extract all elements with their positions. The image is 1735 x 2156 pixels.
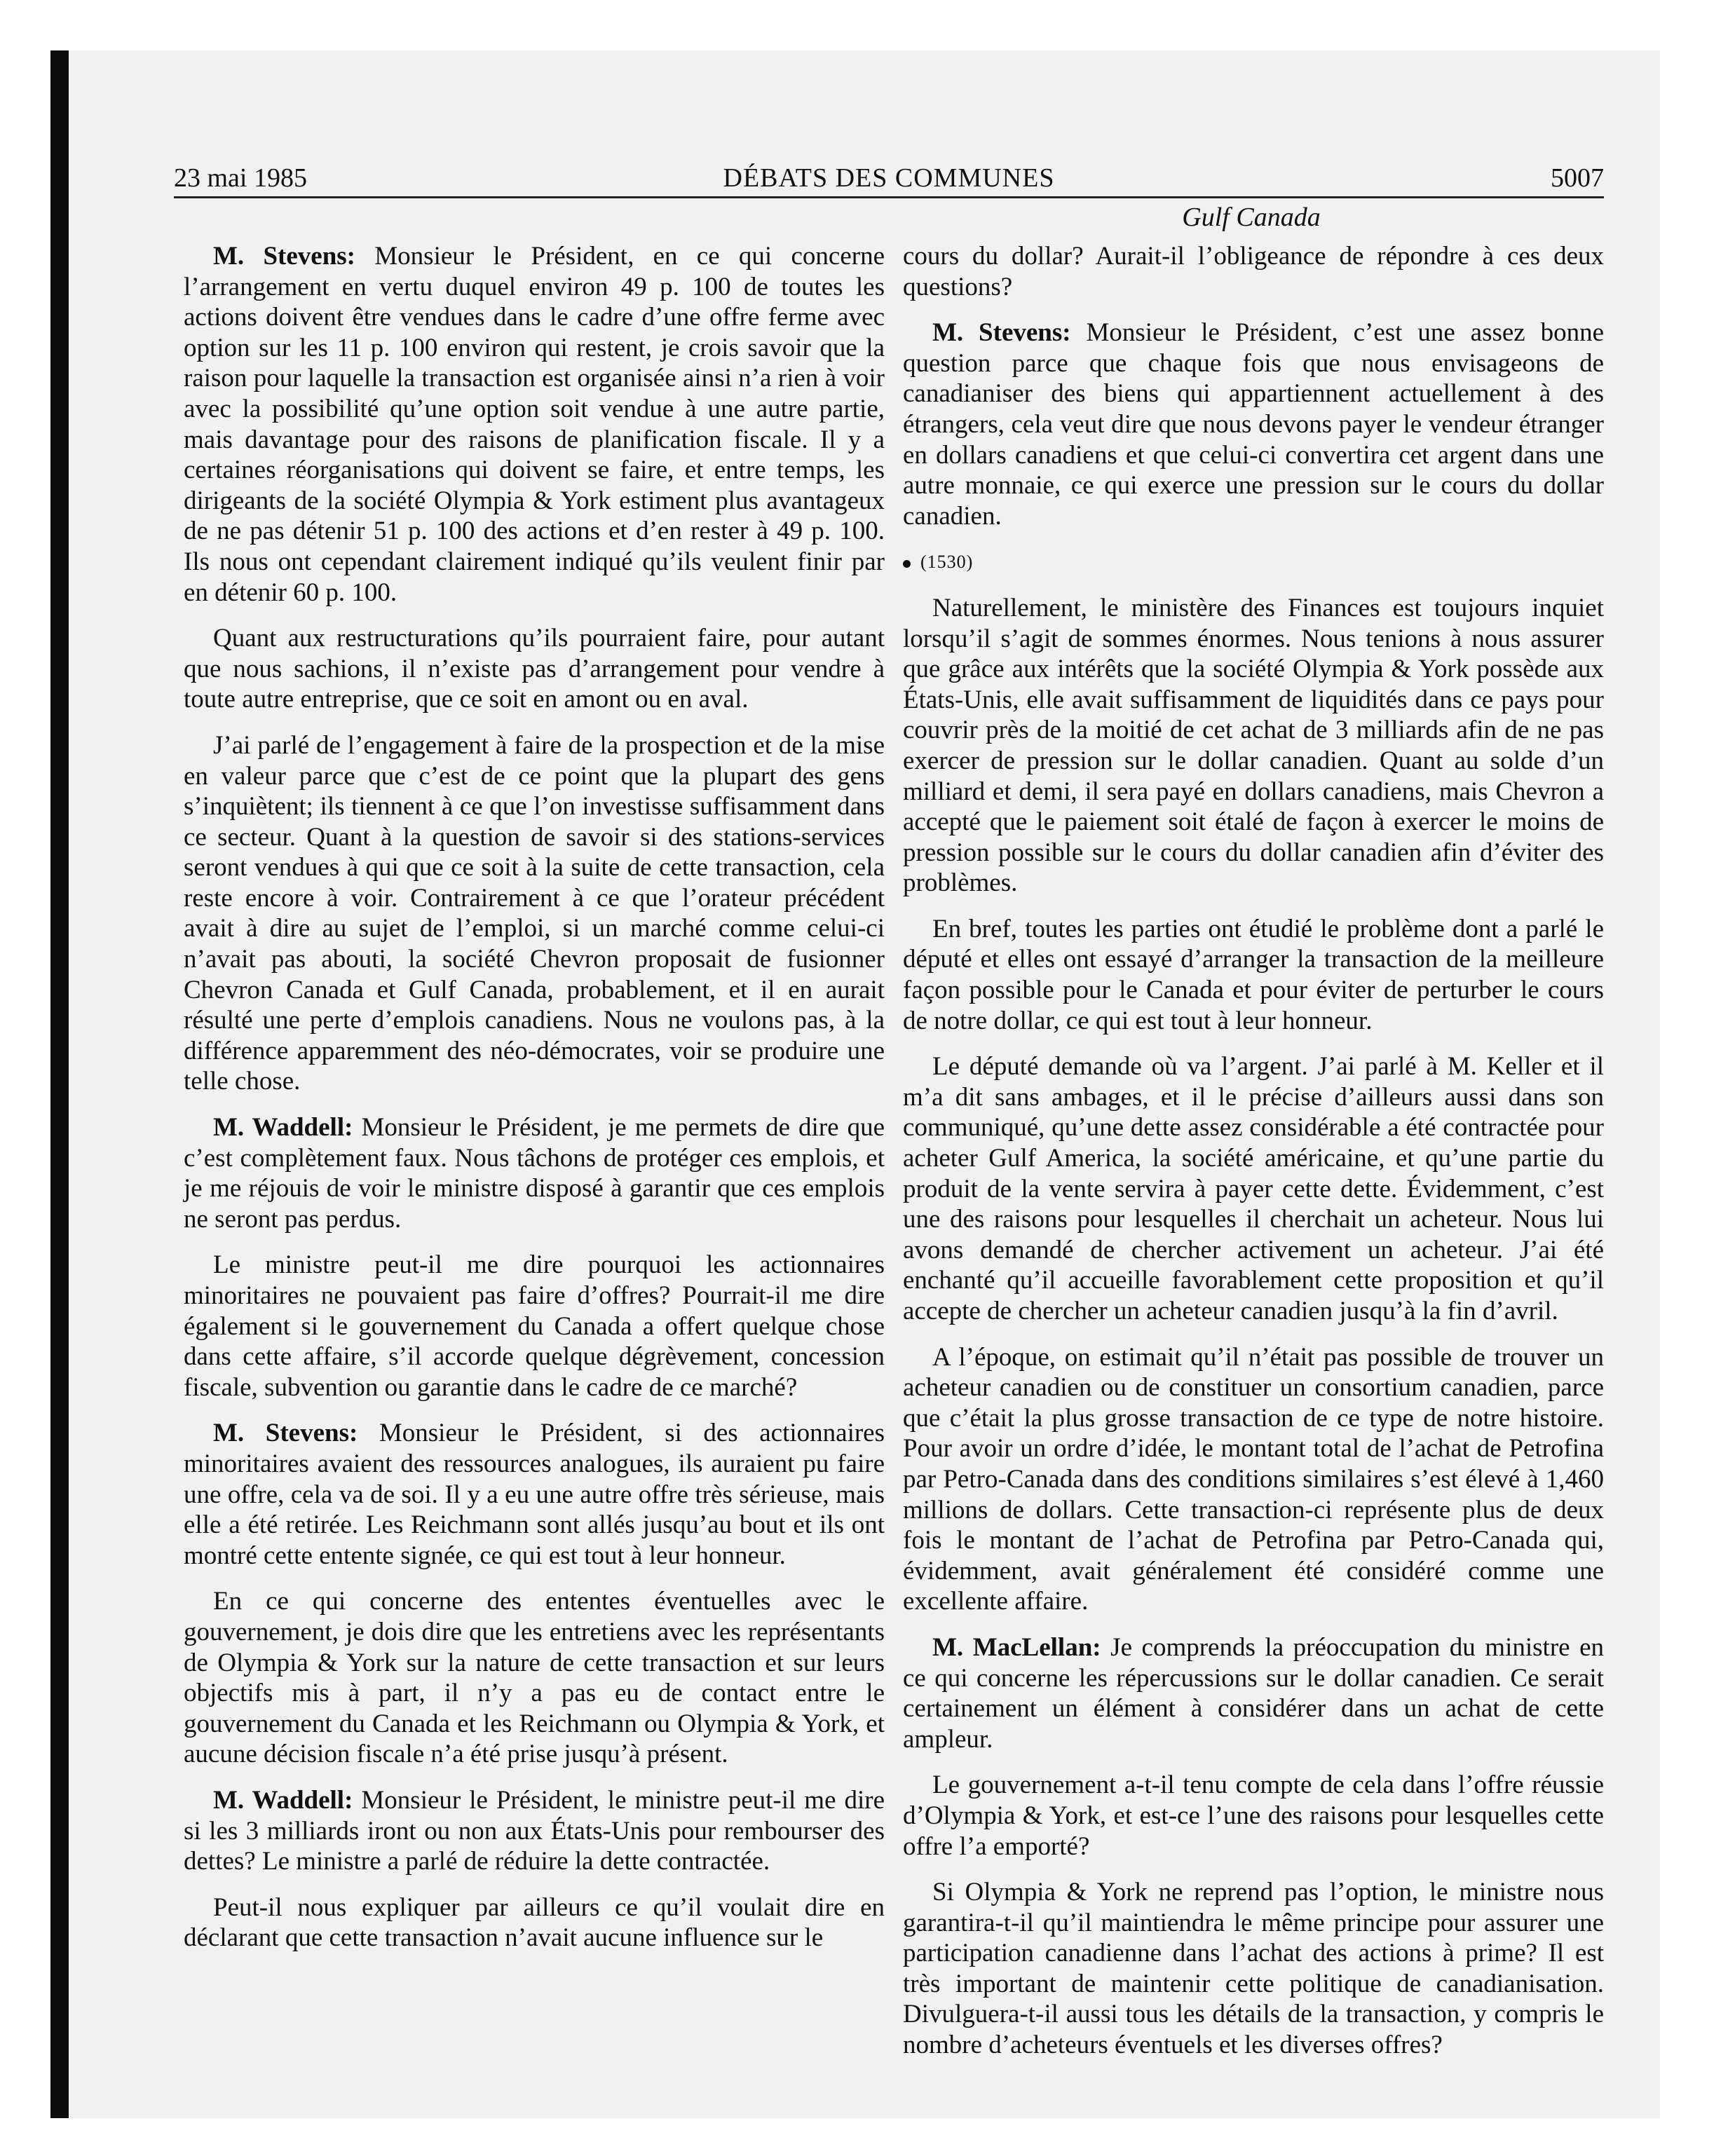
paragraph-text: Monsieur le Président, je me permets de dire que c’est complètement faux. Nous tâchons de protéger ces emplois, et je me réjouis de voir le ministre disposé à garantir que ces emplois ne seront pas perdus. [184, 1113, 885, 1234]
paragraph-text: Le ministre peut-il me dire pourquoi les actionnaires minoritaires ne pouvaient pas faire d’offres? Pourrait-il me dire également si le gouvernement du Canada a offert quelque chose dans cette affaire, s’il accorde quelque dégrèvement, concession fiscale, subvention ou garantie dans le cadre de ce marché? [184, 1250, 885, 1402]
header-date: 23 mai 1985 [174, 163, 307, 193]
paragraph [184, 241, 885, 608]
paragraph [184, 1892, 885, 1953]
paragraph [184, 1112, 885, 1234]
paragraph [184, 730, 885, 1097]
paragraph [903, 593, 1604, 899]
paragraph-text: Monsieur le Président, si des actionnaires minoritaires avaient des ressources analogues, ils auraient pu faire une offre, cela va de soi. Il y a eu une autre offre très sérieuse, mais elle a été retirée. Les Reichmann sont allés jusqu’au bout et ils ont montré cette entente signée, ce qui est tout à leur honneur. [184, 1419, 885, 1570]
running-header [174, 158, 1604, 198]
speaker-name: M. Waddell: [213, 1113, 353, 1142]
scan-edge-bar [50, 50, 69, 2118]
paragraph [903, 914, 1604, 1036]
paragraph [184, 1785, 885, 1877]
paragraph-text: A l’époque, on estimait qu’il n’était pas possible de trouver un acheteur canadien ou de constituer un consortium canadien, parce que c’était la plus grosse transaction de ce type de notre histoire. Pour avoir un ordre d’idée, le montant total de l’achat de Petrofina par Petro-Canada dans des conditions similaires s’est élevé à 1,460 millions de dollars. Cette transaction-ci représente plus de deux fois le montant de l’achat de Petrofina par Petro-Canada qui, évidemment, avait généralement été considéré comme une excellente affaire. [903, 1342, 1604, 1616]
speaker-name: M. MacLellan: [932, 1632, 1101, 1662]
speaker-name: M. Waddell: [213, 1785, 353, 1815]
paragraph-text: Peut-il nous expliquer par ailleurs ce qu’il voulait dire en déclarant que cette transaction n’avait aucune influence sur le [184, 1892, 885, 1953]
paragraph [903, 318, 1604, 531]
speaker-name: M. Stevens: [213, 1419, 358, 1448]
paragraph-text: En bref, toutes les parties ont étudié le problème dont a parlé le député et elles ont essayé d’arranger la transaction de la meilleure façon possible pour le Canada et pour éviter de perturber le cours de notre dollar, ce qui est tout à leur honneur. [903, 914, 1604, 1035]
bullet-icon [903, 560, 911, 568]
speaker-name: M. Stevens: [932, 318, 1071, 348]
paragraph-text: Quant aux restructurations qu’ils pourraient faire, pour autant que nous sachions, il n’existe pas d’arrangement pour vendre à toute autre entreprise, que ce soit en amont ou en aval. [184, 624, 885, 714]
paragraph [903, 1632, 1604, 1754]
paragraph [184, 1250, 885, 1403]
paragraph-text: Le député demande où va l’argent. J’ai parlé à M. Keller et il m’a dit sans ambages, et il le précise d’ailleurs aussi dans son communiqué, qu’une dette assez considérable a été contractée pour acheter Gulf America, la société américaine, et qu’une partie du produit de la vente servira à payer cette dette. Évidemment, c’est une des raisons pour lesquelles il cherchait un acheteur. Nous lui avons demandé de chercher activement un acheteur. J’ai été enchanté qu’il accueille favorablement cette proposition et qu’il accepte de chercher un acheteur canadien jusqu’à la fin d’avril. [903, 1052, 1604, 1325]
paragraph-text: Si Olympia & York ne reprend pas l’option, le ministre nous garantira-t-il qu’il maintiendra le même principe pour assurer une participation canadienne dans l’achat des actions à prime? Il est très important de maintenir cette politique de canadianisation. Divulguera-t-il aussi tous les détails de la transaction, y compris le nombre d’acheteurs éventuels et les diverses offres? [903, 1878, 1604, 2060]
paragraph-text: En ce qui concerne des ententes éventuelles avec le gouvernement, je dois dire que les entretiens avec les représentants de Olympia & York sur la nature de cette transaction et sur leurs objectifs mis à part, il n’y a pas eu de contact entre le gouvernement du Canada et les Reichmann ou Olympia & York, et aucune décision fiscale n’a été prise jusqu’à présent. [184, 1587, 885, 1769]
left-column [184, 241, 885, 1969]
paragraph [184, 623, 885, 715]
header-page-number: 5007 [1551, 163, 1604, 193]
header-title: DÉBATS DES COMMUNES [723, 163, 1055, 193]
paragraph-text: Monsieur le Président, le ministre peut-il me dire si les 3 milliards iront ou non aux États-Unis pour rembourser des dettes? Le ministre a parlé de réduire la dette contractée. [184, 1785, 885, 1876]
paragraph [184, 1586, 885, 1770]
paragraph-text: cours du dollar? Aurait-il l’obligeance de répondre à ces deux questions? [903, 242, 1604, 301]
speaker-name: M. Stevens: [213, 242, 355, 271]
paragraph [903, 1877, 1604, 2061]
paragraph [903, 1342, 1604, 1617]
paragraph-text: J’ai parlé de l’engagement à faire de la prospection et de la mise en valeur parce que c’est de ce point que la plupart des gens s’inquiètent; ils tiennent à ce que l’on investisse suffisamment dans ce secteur. Quant à la question de savoir si des stations-services seront vendues à qui que ce soit à la suite de cette transaction, cela reste encore à voir. Contrairement à ce que l’orateur précédent avait à dire au sujet de l’emploi, si un marché comme celui-ci n’avait pas abouti, la société Chevron proposait de fusionner Chevron Canada et Gulf Canada, probablement, et il en aurait résulté une perte d’emplois canadiens. Nous ne voulons pas, à la différence apparemment des néo-démocrates, voir se produire une telle chose. [184, 730, 885, 1096]
paragraph-text: Monsieur le Président, en ce qui concerne l’arrangement en vertu duquel environ 49 p. 100 de toutes les actions doivent être vendues dans le cadre d’une offre ferme avec option sur les 11 p. 100 environ qui restent, je crois savoir que la raison pour laquelle la transaction est organisée ainsi n’a rien à voir avec la possibilité qu’une option soit vendue à une autre partie, mais davantage pour des raisons de planification fiscale. Il y a certaines réorganisations qui doivent se faire, et entre temps, les dirigeants de la société Olympia & York estiment plus avantageux de ne pas détenir 51 p. 100 des actions et d’en rester à 49 p. 100. Ils nous ont cependant clairement indiqué qu’ils veulent finir par en détenir 60 p. 100. [184, 242, 885, 607]
paragraph [184, 1418, 885, 1571]
paragraph [903, 1770, 1604, 1862]
time-marker-text: (1530) [920, 552, 974, 573]
paragraph-text: Je comprends la préoccupation du ministre en ce qui concerne les répercussions sur le dollar canadien. Ce serait certainement un élément à considérer dans un achat de cette ampleur. [903, 1632, 1605, 1754]
time-marker [903, 547, 1604, 578]
paragraph-text: Naturellement, le ministère des Finances est toujours inquiet lorsqu’il s’agit de sommes énormes. Nous tenions à nous assurer que grâce aux intérêts que la société Olympia & York possède aux États-Unis, elle avait suffisamment de liquidités dans ce pays pour couvrir près de la moitié de cet achat de 3 milliards afin de ne pas exercer de pression sur le dollar canadien. Quant au solde d’un milliard et demi, il sera payé en dollars canadiens, mais Chevron a accepté que le paiement soit étalé de façon à exercer le moins de pression possible sur le cours du dollar canadien afin d’éviter des problèmes. [903, 593, 1604, 898]
paragraph-text: Monsieur le Président, c’est une assez bonne question parce que chaque fois que nous envisageons de canadianiser des biens qui appartiennent actuellement à des étrangers, cela veut dire que nous devons payer le vendeur étranger en dollars canadiens et que celui-ci convertira cet argent dans une autre monnaie, ce qui exerce une pression sur le cours du dollar canadien. [903, 318, 1605, 531]
section-title: Gulf Canada [1182, 203, 1321, 232]
paragraph-text: Le gouvernement a-t-il tenu compte de cela dans l’offre réussie d’Olympia & York, et est-ce l’une des raisons pour lesquelles cette offre l’a emporté? [903, 1770, 1604, 1861]
right-column [903, 241, 1604, 2076]
paragraph-continuation [903, 241, 1604, 302]
paragraph [903, 1051, 1604, 1326]
